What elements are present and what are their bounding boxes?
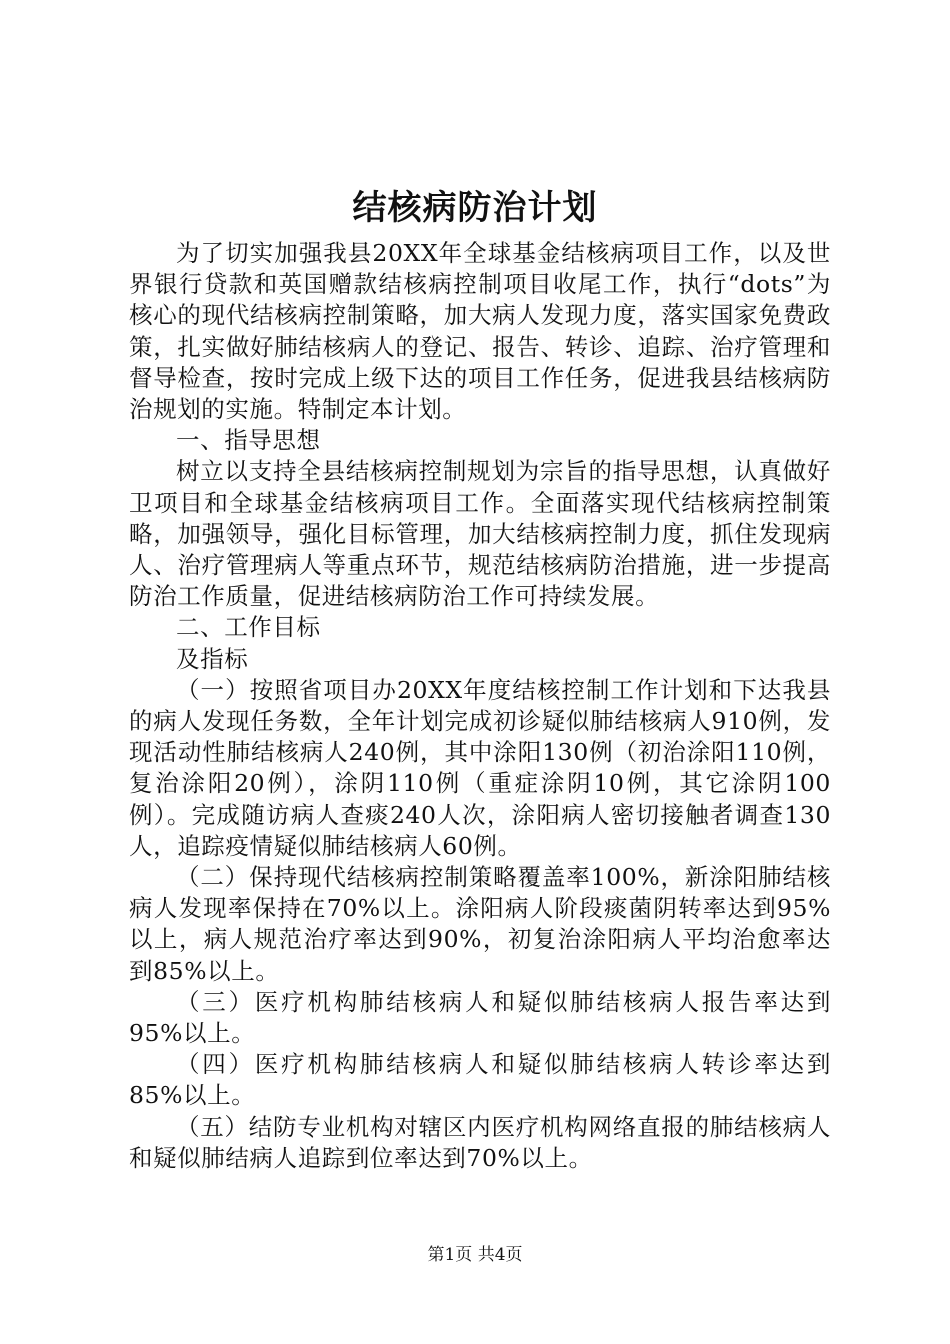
section-heading-work-goals: 二、工作目标 (176, 613, 321, 642)
paragraph-goal-4: （四）医疗机构肺结核病人和疑似肺结核病人转诊率达到85%以上。 (129, 1050, 831, 1110)
paragraph-goal-1: （一）按照省项目办20XX年度结核控制工作计划和下达我县的病人发现任务数，全年计划完成初诊疑似肺结核病人910例，发现活动性肺结核病人240例，其中涂阳130例（初治涂阳110例，复治涂阳20例），涂阴110例（重症涂阴10例，其它涂阴100例）。完成随访病人查痰240人次，涂阳病人密切接触者调查130人，追踪疫情疑似肺结核病人60例。 (129, 675, 831, 860)
paragraph-goal-3: （三）医疗机构肺结核病人和疑似肺结核病人报告率达到95%以上。 (129, 987, 831, 1048)
section-heading-guiding-ideology: 一、指导思想 (176, 426, 321, 455)
document-title: 结核病防治计划 (352, 188, 598, 228)
paragraph-goal-2: （二）保持现代结核病控制策略覆盖率100%，新涂阳肺结核病人发现率保持在70%以上。涂阳病人阶段痰菌阴转率达到95%以上，病人规范治疗率达到90%，初复治涂阳病人平均治愈率达到85%以上。 (129, 863, 831, 985)
page-footer: 第1页 共4页 (427, 1245, 523, 1265)
paragraph-intro: 为了切实加强我县20XX年全球基金结核病项目工作，以及世界银行贷款和英国赠款结核病控制项目收尾工作，执行“dots”为核心的现代结核病控制策略，加大病人发现力度，落实国家免费政策，扎实做好肺结核病人的登记、报告、转诊、追踪、治疗管理和督导检查，按时完成上级下达的项目工作任务，促进我县结核病防治规划的实施。特制定本计划。 (129, 239, 831, 424)
document-body (129, 238, 831, 1174)
paragraph-goal-5: （五）结防专业机构对辖区内医疗机构网络直报的肺结核病人和疑似肺结病人追踪到位率达到70%以上。 (129, 1112, 831, 1172)
section-heading-indicators: 及指标 (176, 644, 249, 673)
paragraph-guiding-ideology: 树立以支持全县结核病控制规划为宗旨的指导思想，认真做好卫项目和全球基金结核病项目工作。全面落实现代结核病控制策略，加强领导，强化目标管理，加大结核病控制力度，抓住发现病人、治疗管理病人等重点环节，规范结核病防治措施，进一步提高防治工作质量，促进结核病防治工作可持续发展。 (129, 457, 831, 611)
